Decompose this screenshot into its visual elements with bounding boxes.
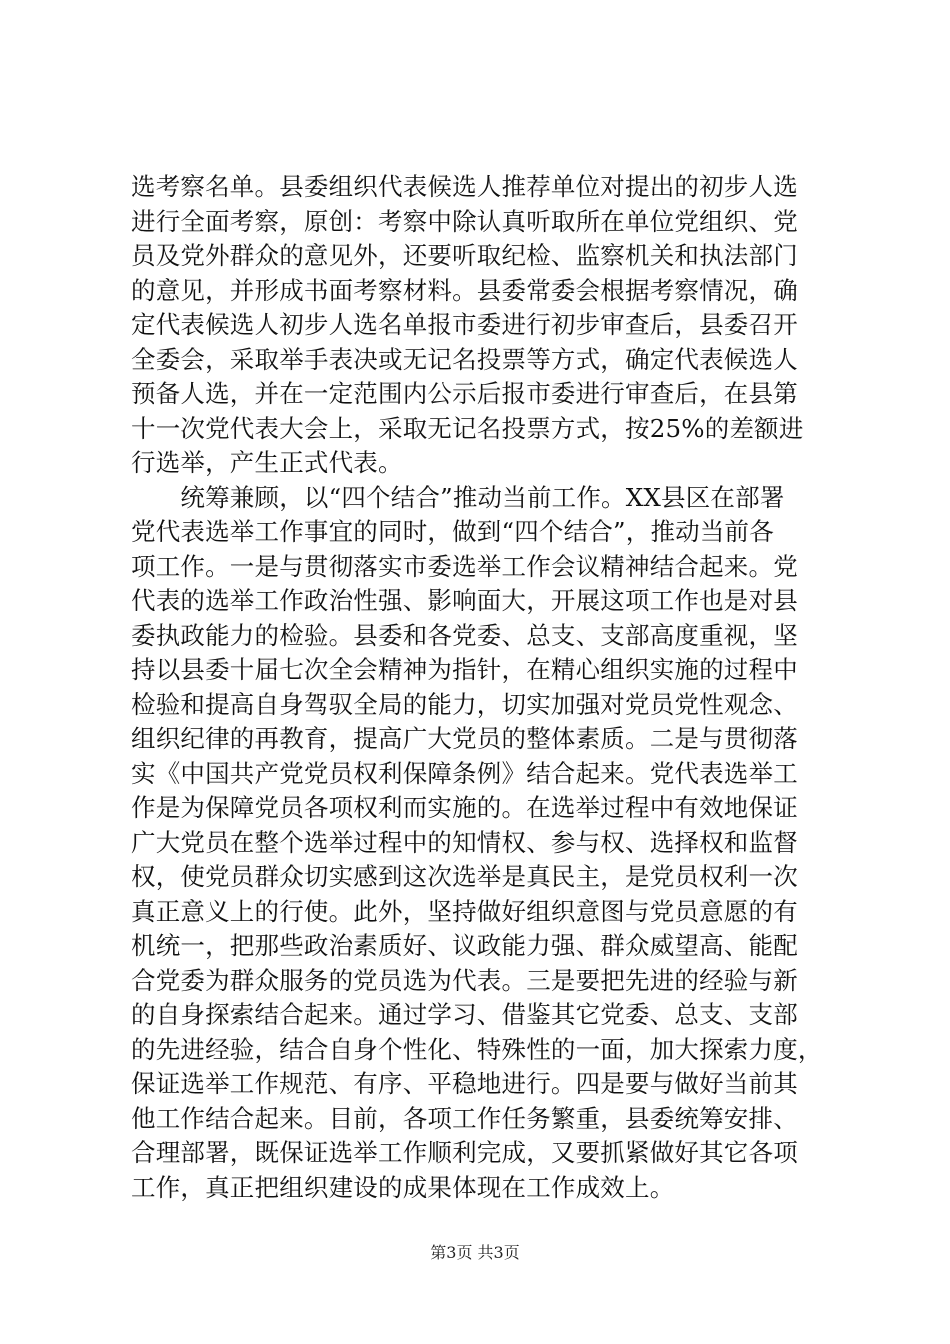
text-line: 进行全面考察，原创：考察中除认真听取所在单位党组织、党: [131, 206, 798, 236]
text-line: 合理部署，既保证选举工作顺利完成，又要抓紧做好其它各项: [131, 1138, 798, 1167]
text-line: 十一次党代表大会上，采取无记名投票方式，按25%的差额进: [131, 413, 804, 443]
page-number: 第3页 共3页: [430, 1243, 520, 1262]
text-line: 统筹兼顾，以“四个结合”推动当前工作。XX县区在部署: [131, 482, 785, 512]
text-line: 代表的选举工作政治性强、影响面大，开展这项工作也是对县: [131, 586, 798, 615]
text-line: 的意见，并形成书面考察材料。县委常委会根据考察情况，确: [131, 275, 798, 305]
text-line: 项工作。一是与贯彻落实市委选举工作会议精神结合起来。党: [131, 551, 798, 581]
text-line: 持以县委十届七次全会精神为指针，在精心组织实施的过程中: [131, 655, 798, 684]
text-line: 权，使党员群众切实感到这次选举是真民主，是党员权利一次: [131, 862, 798, 891]
text-line: 实《中国共产党党员权利保障条例》结合起来。党代表选举工: [131, 758, 798, 788]
text-line: 委执政能力的检验。县委和各党委、总支、支部高度重视，坚: [131, 620, 798, 650]
text-line: 保证选举工作规范、有序、平稳地进行。四是要与做好当前其: [131, 1069, 798, 1098]
text-line: 选考察名单。县委组织代表候选人推荐单位对提出的初步人选: [131, 172, 798, 201]
text-line: 党代表选举工作事宜的同时，做到“四个结合”，推动当前各: [131, 517, 774, 546]
text-line: 员及党外群众的意见外，还要听取纪检、监察机关和执法部门: [131, 241, 798, 270]
page-footer: [0, 1243, 950, 1263]
text-line: 机统一，把那些政治素质好、议政能力强、群众威望高、能配: [131, 931, 798, 960]
text-line: 定代表候选人初步人选名单报市委进行初步审查后，县委召开: [131, 310, 798, 339]
text-line: 他工作结合起来。目前，各项工作任务繁重，县委统筹安排、: [131, 1103, 798, 1133]
text-line: 广大党员在整个选举过程中的知情权、参与权、选择权和监督: [131, 827, 798, 857]
text-line: 全委会，采取举手表决或无记名投票等方式，确定代表候选人: [131, 344, 798, 374]
text-line: 的先进经验，结合自身个性化、特殊性的一面，加大探索力度，: [131, 1034, 823, 1064]
text-line: 组织纪律的再教育，提高广大党员的整体素质。二是与贯彻落: [131, 724, 798, 753]
text-line: 的自身探索结合起来。通过学习、借鉴其它党委、总支、支部: [131, 1000, 798, 1029]
text-line: 作是为保障党员各项权利而实施的。在选举过程中有效地保证: [131, 793, 798, 822]
document-body: [131, 170, 824, 1205]
text-line: 真正意义上的行使。此外，坚持做好组织意图与党员意愿的有: [131, 896, 798, 926]
text-line: 合党委为群众服务的党员选为代表。三是要把先进的经验与新: [131, 965, 798, 995]
text-line: 行选举，产生正式代表。: [131, 448, 403, 477]
text-line: 检验和提高自身驾驭全局的能力，切实加强对党员党性观念、: [131, 689, 798, 719]
text-line: 预备人选，并在一定范围内公示后报市委进行审查后，在县第: [131, 379, 798, 408]
text-line: 工作，真正把组织建设的成果体现在工作成效上。: [131, 1172, 675, 1202]
